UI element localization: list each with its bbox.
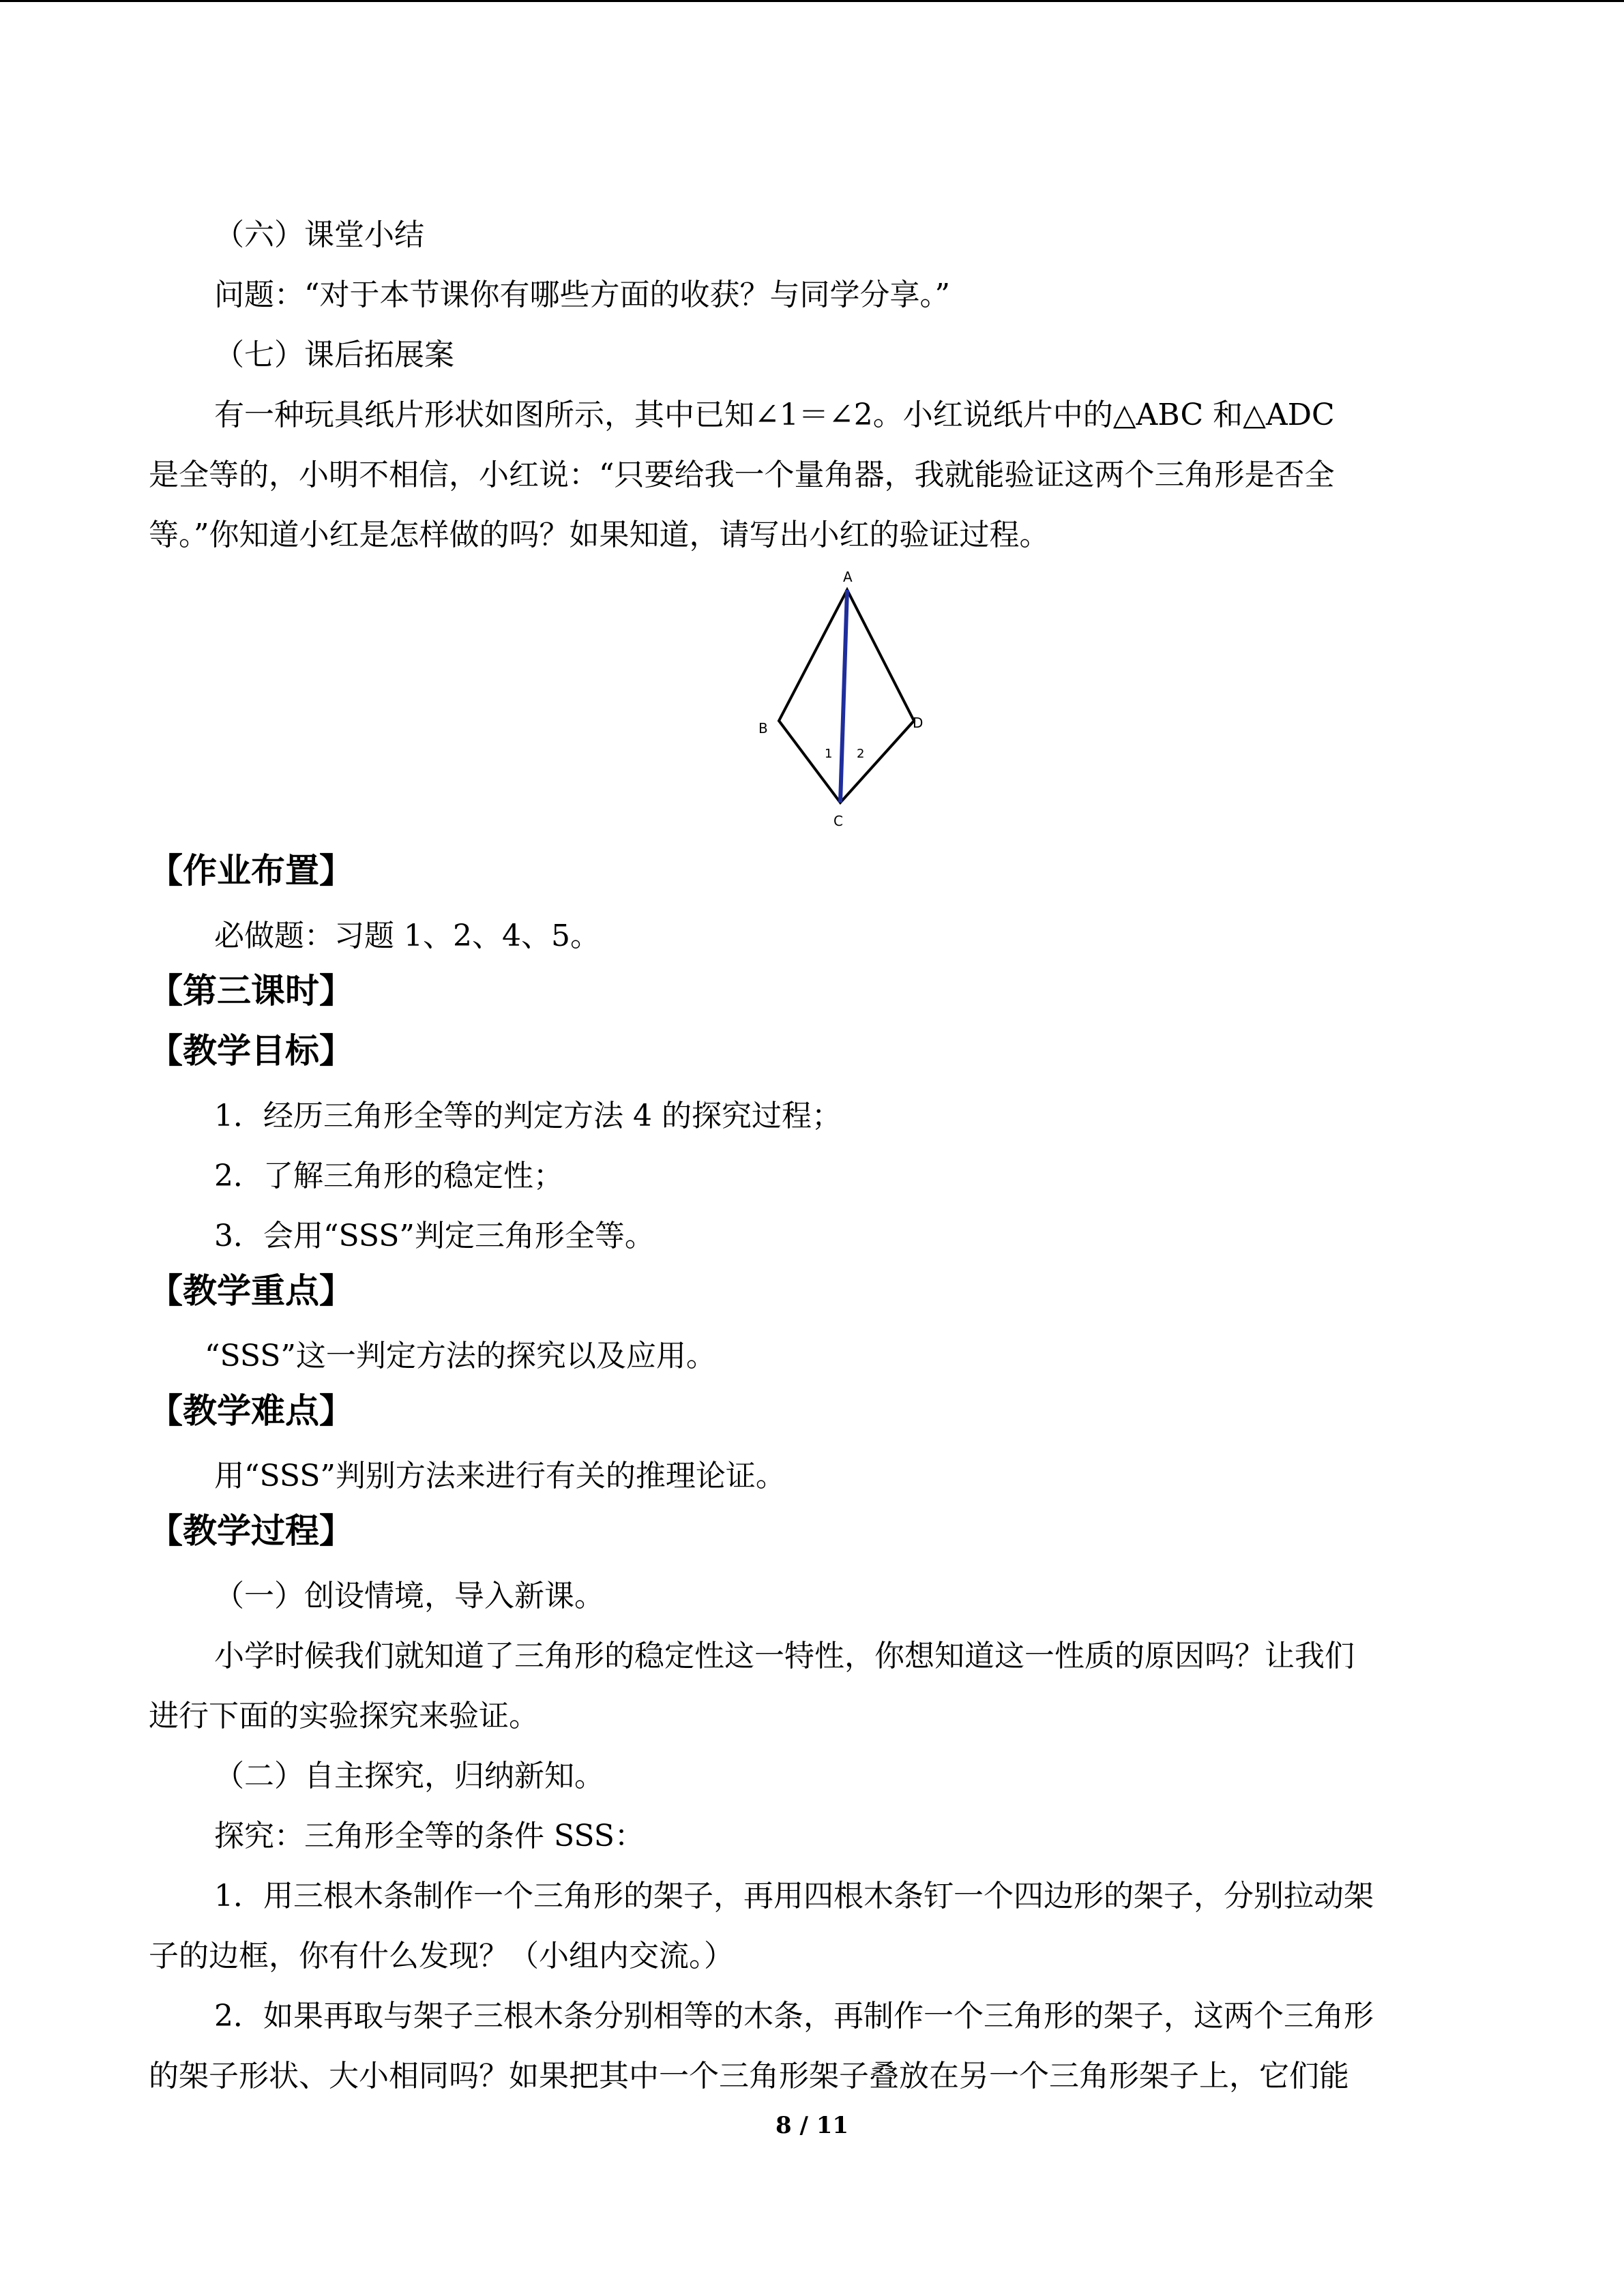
section-7-title: （七）课后拓展案 [214,338,454,372]
explore-item-1-line-1: 1．用三根木条制作一个三角形的架子，再用四根木条钉一个四边形的架子，分别拉动架 [214,1879,1374,1913]
vertex-label-b: B [758,720,768,736]
key-points-heading: 【教学重点】 [149,1270,353,1311]
page-number: 8 / 11 [775,2112,849,2139]
vertex-label-a: A [843,569,853,585]
kite-figure [743,569,934,829]
explore-item-1-line-2: 子的边框，你有什么发现？（小组内交流。） [149,1939,734,1973]
difficulty-heading: 【教学难点】 [149,1390,353,1431]
top-border [0,0,1624,2]
angle-label-2: 2 [857,747,865,761]
step-1-title: （一）创设情境，导入新课。 [214,1579,604,1613]
goal-item-2: 2．了解三角形的稳定性； [214,1159,563,1193]
teaching-goals-heading: 【教学目标】 [149,1030,353,1071]
vertex-label-d: D [913,715,924,731]
lesson-3-heading: 【第三课时】 [149,970,353,1011]
key-points-text: “SSS”这一判定方法的探究以及应用。 [205,1339,716,1373]
step-2-title: （二）自主探究，归纳新知。 [214,1759,604,1793]
explore-item-2-line-1: 2．如果再取与架子三根木条分别相等的木条，再制作一个三角形的架子，这两个三角形 [214,1999,1374,2033]
angle-label-1: 1 [825,747,833,761]
section-6-title: （六）课堂小结 [214,218,424,252]
extension-paragraph-line-3: 等。”你知道小红是怎样做的吗？如果知道，请写出小红的验证过程。 [149,518,1050,552]
homework-heading: 【作业布置】 [149,850,353,891]
homework-text: 必做题：习题 1、2、4、5。 [214,919,600,953]
goal-item-1: 1．经历三角形全等的判定方法 4 的探究过程； [214,1099,842,1133]
section-6-question: 问题：“对于本节课你有哪些方面的收获？与同学分享。” [214,278,950,312]
goal-item-3: 3．会用“SSS”判定三角形全等。 [214,1219,655,1253]
explore-title: 探究：三角形全等的条件 SSS： [214,1819,645,1853]
step-1-paragraph-line-1: 小学时候我们就知道了三角形的稳定性这一特性，你想知道这一性质的原因吗？让我们 [214,1639,1355,1673]
vertex-label-c: C [833,813,843,829]
extension-paragraph-line-1: 有一种玩具纸片形状如图所示，其中已知∠1＝∠2。小红说纸片中的△ABC 和△ADC [214,398,1335,432]
step-1-paragraph-line-2: 进行下面的实验探究来验证。 [149,1699,539,1733]
teaching-process-heading: 【教学过程】 [149,1510,353,1551]
explore-item-2-line-2: 的架子形状、大小相同吗？如果把其中一个三角形架子叠放在另一个三角形架子上，它们能 [149,2059,1349,2093]
difficulty-text: 用“SSS”判别方法来进行有关的推理论证。 [214,1459,786,1493]
diagonal-ac [840,590,847,803]
extension-paragraph-line-2: 是全等的，小明不相信，小红说：“只要给我一个量角器，我就能验证这两个三角形是否全 [149,458,1335,492]
